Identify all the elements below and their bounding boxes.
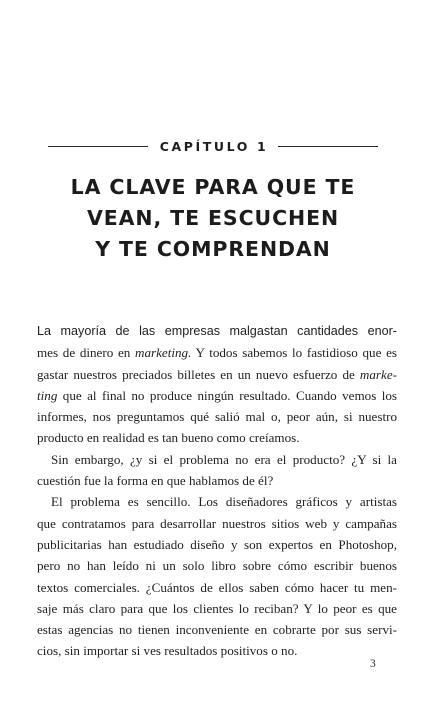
left-rule [48, 146, 148, 147]
page-number: 3 [370, 658, 376, 670]
text-line [37, 385, 397, 406]
text-run: que al final no produce ningún resultado. Cuando vemos los [57, 387, 397, 403]
chapter-heading [48, 138, 378, 154]
paragraph [37, 491, 397, 661]
chapter-label: CAPÍTULO 1 [159, 138, 269, 154]
text-line: Sin embargo, ¿y si el problema no era el producto? ¿Y si la [51, 451, 397, 467]
chapter-title-line: VEAN, TE ESCUCHEN [86, 206, 340, 230]
text-line: informes, nos preguntamos qué salió mal o, peor aún, si nuestro [37, 409, 397, 425]
text-line: que contratamos para desarrollar nuestros sitios web y campañas [37, 515, 397, 531]
emphasis: marketing. [134, 345, 192, 361]
text-line: La mayoría de las empresas malgastan cantidades enor- [37, 324, 397, 338]
text-line: publicitarias han estudiado diseño y son expertos en Photoshop, [37, 536, 397, 552]
chapter-title-line: Y TE COMPRENDAN [95, 237, 331, 261]
text-run: mes de dinero en [37, 345, 135, 361]
text-line: El problema es sencillo. Los diseñadores gráficos y artistas [51, 494, 397, 510]
text-run: Y todos sabemos lo fastidioso que es [191, 345, 397, 361]
text-run: gastar nuestros preciados billetes en un nuevo esfuerzo de [37, 366, 360, 382]
text-line: cios, sin importar si ves resultados positivos o no. [37, 643, 298, 659]
text-line: textos comerciales. ¿Cuántos de ellos saben cómo hacer tu men- [37, 579, 397, 595]
right-rule [278, 146, 378, 147]
chapter-title-line: LA CLAVE PARA QUE TE [70, 175, 356, 199]
text-line [37, 342, 397, 363]
body-text [37, 321, 397, 662]
text-line: pero no han leído ni un solo libro sobre cómo escribir buenos [37, 558, 397, 574]
text-line [37, 364, 397, 385]
text-line: estas agencias no tienen inconveniente en cobrarte por sus servi- [37, 622, 397, 638]
emphasis: ting [37, 387, 58, 403]
text-line: saje más claro para que los clientes lo reciban? Y lo peor es que [37, 600, 397, 616]
paragraph [37, 449, 397, 492]
chapter-title [30, 172, 396, 265]
text-line: producto en realidad es tan bueno como creíamos. [37, 430, 300, 446]
text-line: cuestión fue la forma en que hablamos de él? [37, 473, 274, 489]
paragraph [37, 321, 397, 449]
emphasis: marke- [359, 366, 397, 382]
